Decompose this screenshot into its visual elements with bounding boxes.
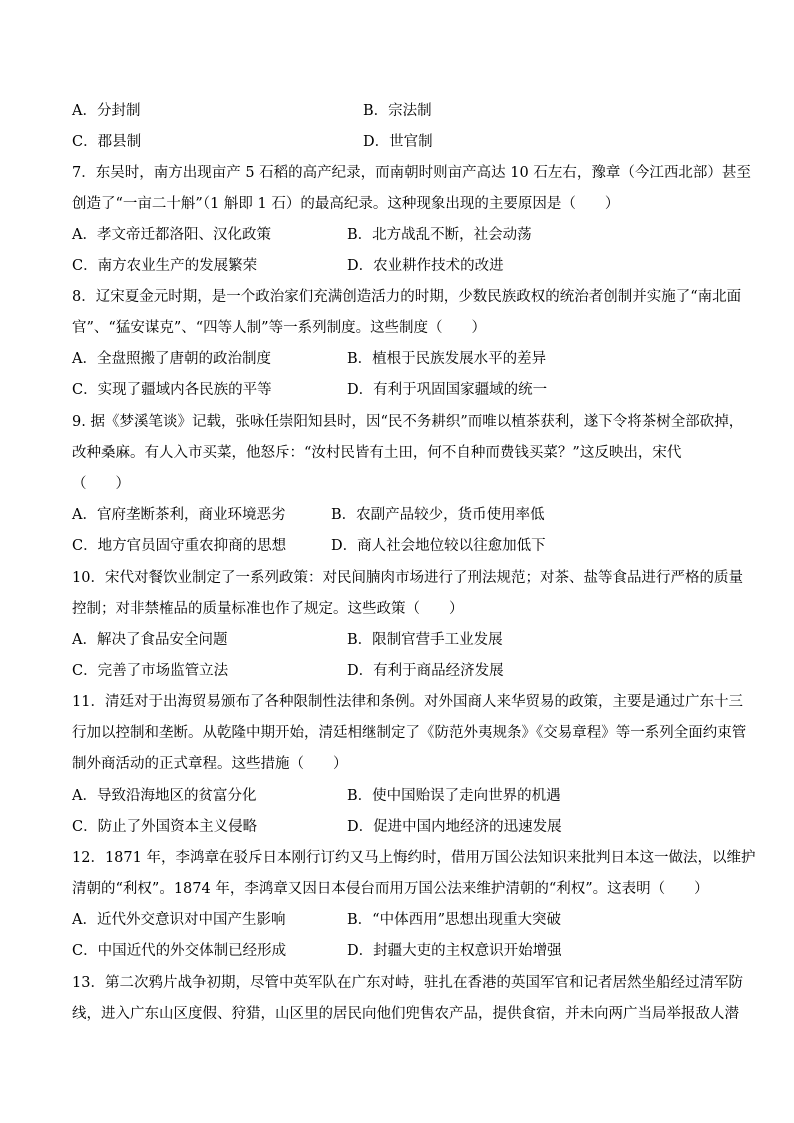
q12-option-d[interactable]: D．封疆大吏的主权意识开始增强 [347, 943, 562, 959]
q8-stem-line-2: 官”、“猛安谋克”、“四等人制”等一系列制度。这些制度（ ） [72, 320, 487, 336]
q11-option-d[interactable]: D．促进中国内地经济的迅速发展 [347, 819, 562, 835]
q11-option-a[interactable]: A．导致沿海地区的贫富分化 [72, 788, 257, 804]
q12-stem-line-2: 清朝的“利权”。1874 年，李鸿章又因日本侵台而用万国公法来维护清朝的“利权”。这表明（ ） [72, 881, 709, 897]
q10-stem-line-1: 10．宋代对餐饮业制定了一系列政策：对民间腩肉市场进行了刑法规范；对茶、盐等食品进行严格的质量 [72, 570, 743, 586]
q8-option-d[interactable]: D．有利于巩固国家疆域的统一 [347, 382, 548, 398]
q12-option-a[interactable]: A．近代外交意识对中国产生影响 [72, 912, 286, 928]
q11-stem-line-1: 11．清廷对于出海贸易颁布了各种限制性法律和条例。对外国商人来华贸易的政策，主要是通过广东十三 [72, 694, 743, 710]
q7-stem-line-1: 7．东吴时，南方出现亩产 5 石稻的高产纪录，而南朝时则亩产高达 10 石左右，豫章（今江西北部）甚至 [72, 165, 751, 181]
q7-stem-line-2: 创造了“一亩二十斛”（1 斛即 1 石）的最高纪录。这种现象出现的主要原因是（ ） [72, 196, 620, 212]
q9-stem-line-1: 9. 据《梦溪笔谈》记载，张咏任崇阳知县时，因“民不务耕织”而唯以植茶获利，遂下令将茶树全部砍掉， [72, 414, 744, 430]
q9-answer-blank: （ ） [72, 476, 130, 492]
q11-option-b[interactable]: B．使中国贻误了走向世界的机遇 [347, 788, 561, 804]
q13-stem-line-1: 13．第二次鸦片战争初期，尽管中英军队在广东对峙，驻扎在香港的英国军官和记者居然坐船经过清军防 [72, 975, 743, 991]
q6-option-c[interactable]: C．郡县制 [72, 134, 142, 150]
q7-option-c[interactable]: C．南方农业生产的发展繁荣 [72, 258, 258, 274]
q10-option-b[interactable]: B．限制官营手工业发展 [347, 632, 503, 648]
q7-option-d[interactable]: D．农业耕作技术的改进 [347, 258, 504, 274]
q6-option-a[interactable]: A．分封制 [72, 103, 141, 119]
q10-option-a[interactable]: A．解决了食品安全问题 [72, 632, 228, 648]
q12-stem-line-1: 12．1871 年，李鸿章在驳斥日本刚行订约又马上悔约时，借用万国公法知识来批判日本这一做法，以维护 [72, 850, 756, 866]
q10-option-d[interactable]: D．有利于商品经济发展 [347, 663, 504, 679]
q6-option-d[interactable]: D．世官制 [363, 134, 433, 150]
q11-stem-line-2: 行加以控制和垄断。从乾隆中期开始，清廷相继制定了《防范外夷规条》《交易章程》等一系列全面约束管 [72, 725, 747, 741]
q9-option-b[interactable]: B．农副产品较少，货币使用率低 [331, 507, 545, 523]
q8-option-b[interactable]: B．植根于民族发展水平的差异 [347, 351, 547, 367]
q9-option-c[interactable]: C．地方官员固守重农抑商的思想 [72, 538, 287, 554]
q10-option-c[interactable]: C．完善了市场监管立法 [72, 663, 229, 679]
q12-option-b[interactable]: B．“中体西用”思想出现重大突破 [347, 912, 561, 928]
q9-stem-line-2: 改种桑麻。有人入市买菜，他怒斥：“汝村民皆有土田，何不自种而费钱买菜？”这反映出，宋代 [72, 445, 682, 461]
q7-option-b[interactable]: B．北方战乱不断，社会动荡 [347, 227, 532, 243]
q8-option-a[interactable]: A．全盘照搬了唐朝的政治制度 [72, 351, 271, 367]
q9-option-d[interactable]: D．商人社会地位较以往愈加低下 [331, 538, 546, 554]
q6-option-b[interactable]: B．宗法制 [363, 103, 432, 119]
q11-option-c[interactable]: C．防止了外国资本主义侵略 [72, 819, 258, 835]
q8-stem-line-1: 8．辽宋夏金元时期，是一个政治家们充满创造活力的时期，少数民族政权的统治者创制并实施了“南北面 [72, 289, 742, 305]
q12-option-c[interactable]: C．中国近代的外交体制已经形成 [72, 943, 287, 959]
q9-option-a[interactable]: A．官府垄断茶利，商业环境恶劣 [72, 507, 286, 523]
q10-stem-line-2: 控制；对非禁榷品的质量标准也作了规定。这些政策（ ） [72, 601, 464, 617]
q7-option-a[interactable]: A．孝文帝迁都洛阳、汉化政策 [72, 227, 271, 243]
q13-stem-line-2: 线，进入广东山区度假、狩猎，山区里的居民向他们兜售农产品，提供食宿，并未向两广当局举报敌人潜 [72, 1006, 739, 1022]
q11-stem-line-3: 制外商活动的正式章程。这些措施（ ） [72, 756, 348, 772]
q8-option-c[interactable]: C．实现了疆域内各民族的平等 [72, 382, 272, 398]
